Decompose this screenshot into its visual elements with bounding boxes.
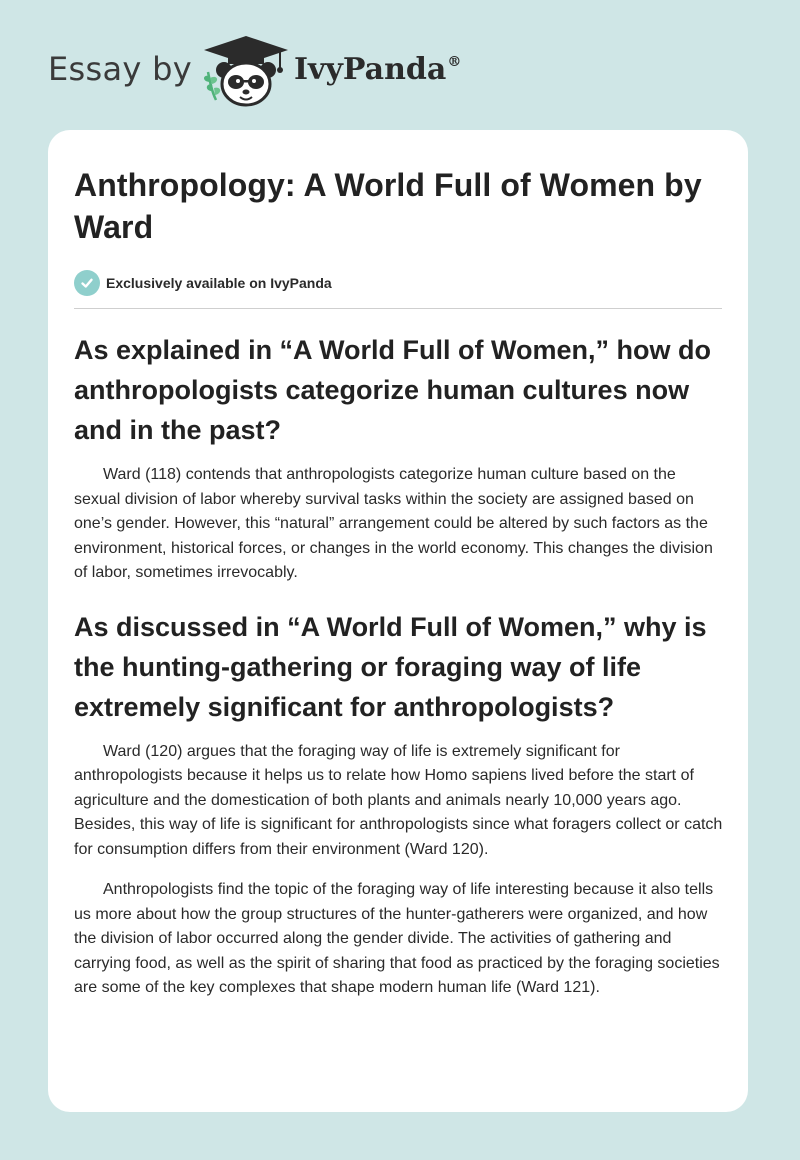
page-title: Anthropology: A World Full of Women by Ward — [74, 167, 702, 245]
registered-mark: ® — [447, 54, 462, 70]
brand-name[interactable] — [294, 52, 461, 87]
site-header — [0, 0, 800, 120]
essay-by-label: Essay by — [48, 50, 192, 88]
exclusive-badge-label: Exclusively available on IvyPanda — [106, 275, 332, 291]
exclusive-badge — [74, 270, 722, 296]
check-circle-icon — [74, 270, 100, 296]
paragraph: Anthropologists find the topic of the foraging way of life interesting because it also tells us more about how the group structures of the hunter-gatherers were organized, and how the division of labor occurred along the gender divide. The activities of gathering and carrying food, as well as the spirit of sharing that food as practiced by the foraging societies are some of the key complexes that shape modern human life (Ward 121). — [74, 881, 720, 996]
title-divider — [74, 308, 722, 309]
article-card — [48, 130, 748, 1112]
section-heading: As discussed in “A World Full of Women,” why is the hunting-gathering or foraging way of life extremely significant for anthropologists? — [74, 611, 707, 722]
brand-label: IvyPanda — [294, 52, 447, 87]
paragraph: Ward (120) argues that the foraging way of life is extremely significant for anthropologists because it helps us to relate how Homo sapiens lived before the start of agriculture and the domestication of both plants and animals nearly 10,000 years ago. Besides, this way of life is significant for anthropologists since what foragers collect or catch for consumption differs from their environment (Ward 120). — [74, 742, 723, 858]
paragraph: Ward (118) contends that anthropologists categorize human culture based on the sexual division of labor whereby survival tasks within the society are assigned based on one’s gender. However, this “natural” arrangement could be altered by such factors as the environment, historical forces, or changes in the world economy. This changes the division of labor, sometimes irrevocably. — [74, 466, 713, 581]
panda-graduate-icon[interactable] — [200, 34, 292, 110]
section-heading: As explained in “A World Full of Women,” how do anthropologists categorize human cultures now and in the past? — [74, 335, 712, 445]
